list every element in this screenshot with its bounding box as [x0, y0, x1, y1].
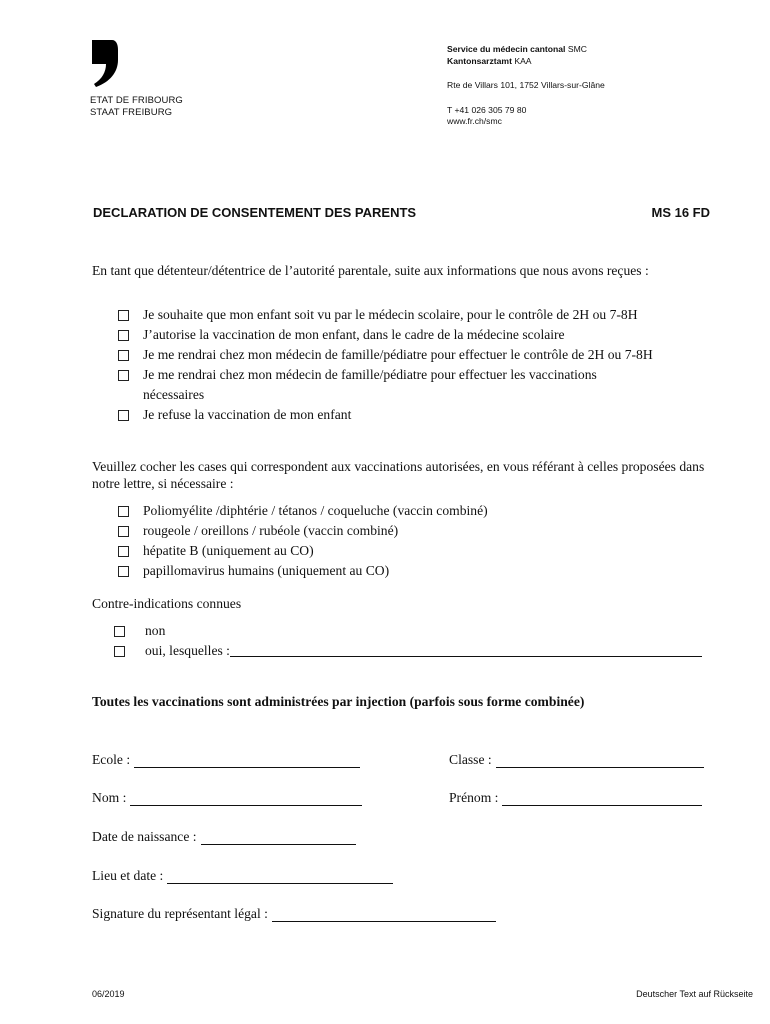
- checkbox[interactable]: [118, 506, 129, 517]
- vaccine-option-1[interactable]: Poliomyélite /diphtérie / tétanos / coqueluche (vaccin combiné): [118, 501, 718, 521]
- last-name-input[interactable]: [130, 791, 362, 806]
- last-name-field: Nom :: [92, 790, 362, 806]
- contra-options: [114, 621, 708, 661]
- checkbox[interactable]: [118, 310, 129, 321]
- phone: T +41 026 305 79 80: [447, 104, 527, 115]
- footer-date: 06/2019: [92, 989, 125, 999]
- checkbox[interactable]: [118, 546, 129, 557]
- checkbox[interactable]: [118, 350, 129, 361]
- service-de: Kantonsarztamt KAA: [447, 55, 532, 66]
- vaccine-options: [118, 501, 718, 581]
- place-date-field: Lieu et date :: [92, 868, 393, 884]
- vaccine-option-2[interactable]: rougeole / oreillons / rubéole (vaccin combiné): [118, 521, 718, 541]
- contra-option-yes[interactable]: oui, lesquelles :: [114, 641, 708, 661]
- school-field: Ecole :: [92, 752, 360, 768]
- place-date-input[interactable]: [167, 869, 393, 884]
- checkbox[interactable]: [118, 370, 129, 381]
- school-input[interactable]: [134, 753, 360, 768]
- vaccine-option-3[interactable]: hépatite B (uniquement au CO): [118, 541, 718, 561]
- address: Rte de Villars 101, 1752 Villars-sur-Glâne: [447, 80, 605, 90]
- checkbox[interactable]: [118, 330, 129, 341]
- checkbox[interactable]: [118, 566, 129, 577]
- footer-note: Deutscher Text auf Rückseite: [636, 989, 753, 999]
- consent-option-5[interactable]: Je refuse la vaccination de mon enfant: [118, 405, 718, 425]
- fribourg-comma-logo-icon: [90, 38, 120, 88]
- form-code: MS 16 FD: [651, 205, 710, 220]
- website-link[interactable]: www.fr.ch/smc: [447, 116, 502, 126]
- document-title: DECLARATION DE CONSENTEMENT DES PARENTS: [93, 205, 417, 220]
- contra-title: Contre-indications connues: [92, 596, 242, 611]
- first-name-input[interactable]: [502, 791, 702, 806]
- vaccine-intro: Veuillez cocher les cases qui correspondent aux vaccinations autorisées, en vous référant à celles proposées dans notre lettre, si nécessaire :: [92, 459, 705, 491]
- class-field: Classe :: [449, 752, 704, 768]
- consent-options: [118, 305, 718, 425]
- contact-block: [447, 44, 605, 128]
- signature-input[interactable]: [272, 907, 496, 922]
- injection-note: Toutes les vaccinations sont administrées par injection (parfois sous forme combinée): [92, 694, 585, 709]
- service-fr: Service du médecin cantonal SMC: [447, 44, 587, 54]
- consent-option-2[interactable]: J’autorise la vaccination de mon enfant, dans le cadre de la médecine scolaire: [118, 325, 718, 345]
- signature-field: Signature du représentant légal :: [92, 906, 496, 922]
- consent-option-3[interactable]: Je me rendrai chez mon médecin de famille/pédiatre pour effectuer le contrôle de 2H ou 7-8H: [118, 345, 718, 365]
- checkbox[interactable]: [114, 626, 125, 637]
- state-name-de: STAAT FREIBURG: [90, 107, 173, 118]
- consent-option-1[interactable]: Je souhaite que mon enfant soit vu par le médecin scolaire, pour le contrôle de 2H ou 7-8H: [118, 305, 718, 325]
- contra-details-input[interactable]: [230, 641, 702, 657]
- first-name-field: Prénom :: [449, 790, 702, 806]
- intro-text: En tant que détenteur/détentrice de l’autorité parentale, suite aux informations que nous avons reçues :: [92, 263, 649, 278]
- birth-date-field: Date de naissance :: [92, 829, 356, 845]
- class-input[interactable]: [496, 753, 704, 768]
- consent-option-4[interactable]: Je me rendrai chez mon médecin de famille/pédiatre pour effectuer les vaccinations nécessaires: [118, 365, 718, 405]
- contra-option-no[interactable]: non: [114, 621, 708, 641]
- state-name-fr: ETAT DE FRIBOURG: [90, 95, 183, 106]
- birth-date-input[interactable]: [201, 830, 356, 845]
- vaccine-option-4[interactable]: papillomavirus humains (uniquement au CO): [118, 561, 718, 581]
- checkbox[interactable]: [118, 526, 129, 537]
- state-name: [90, 95, 183, 119]
- checkbox[interactable]: [114, 646, 125, 657]
- checkbox[interactable]: [118, 410, 129, 421]
